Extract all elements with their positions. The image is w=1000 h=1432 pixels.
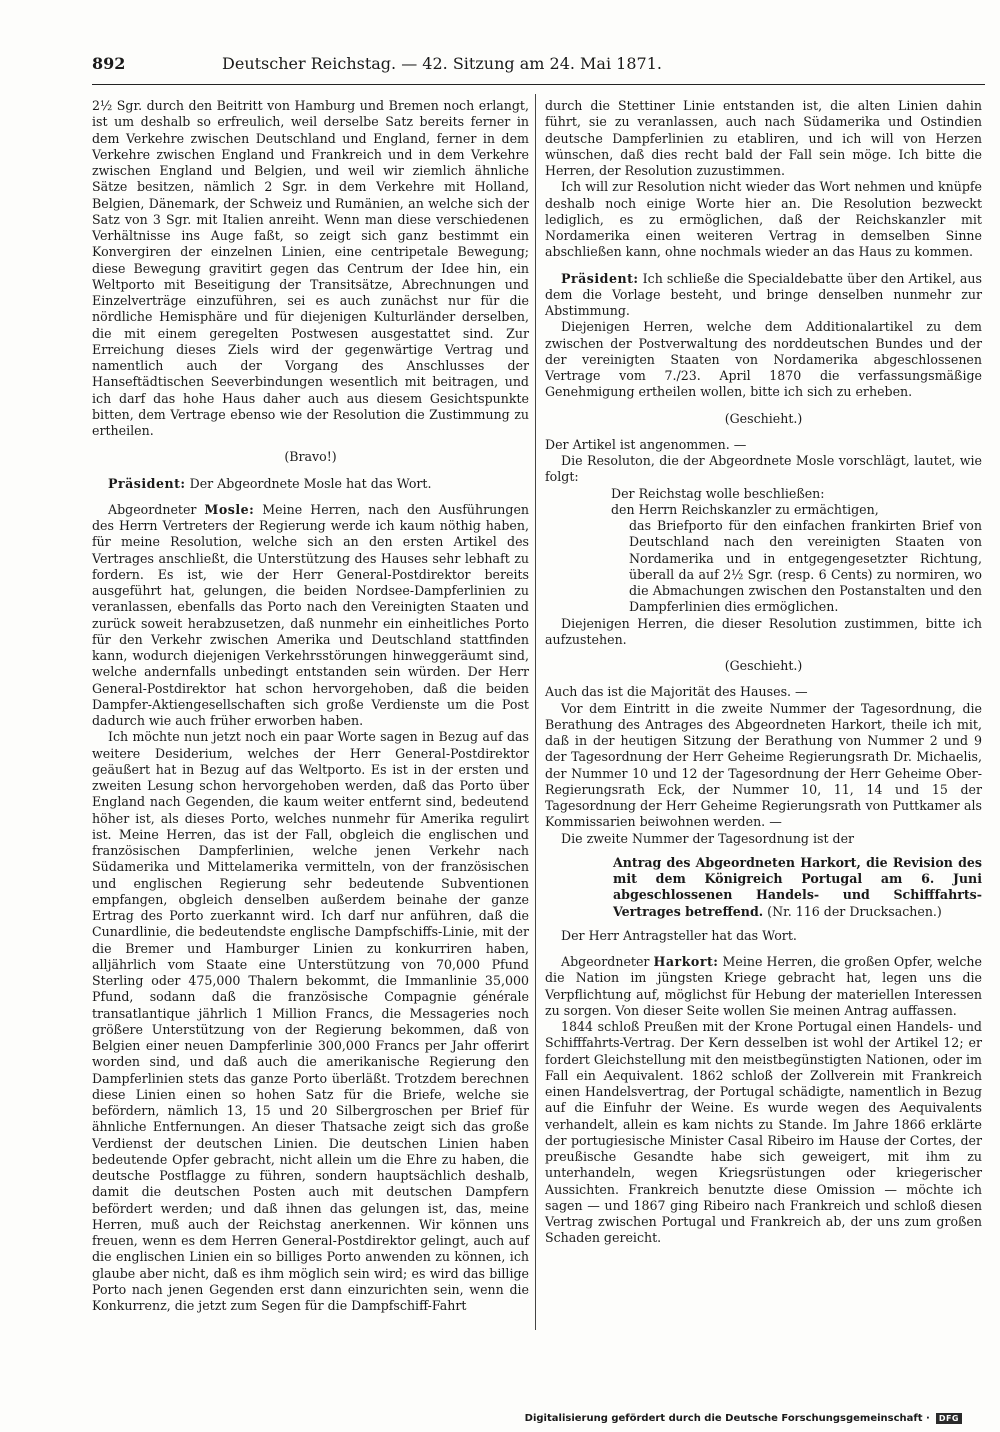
footer-credit (525, 1413, 962, 1424)
speaker-name: Präsident: (108, 475, 186, 491)
stage-note: (Geschieht.) (724, 658, 803, 673)
president-statement (92, 476, 529, 492)
paragraph: Die Resoluton, die der Abgeordnete Mosle vorschlägt, lautet, wie folgt: (545, 453, 982, 485)
statement-text: Ich schließe die Specialdebatte über den Artikel, aus dem die Vorlage besteht, und bringe denselben nunmehr zur Abstimmung. (545, 270, 982, 318)
statement-text: Der Abgeordnete Mosle hat das Wort. (185, 475, 432, 491)
stage-note: (Geschieht.) (724, 410, 803, 426)
resolution-text: das Briefporto für den einfachen frankirten Brief von Deutschland nach den vereinigten Staaten von Nordamerika und in entgegengesetzter Richtung, überall da auf 2½ Sgr. (resp. 6 Cents) zu normiren, wo die Abmachungen zwischen den Postanstalten und den Dampferlinien dies ermöglichen. (629, 518, 982, 615)
right-column (545, 98, 982, 1247)
dfg-logo: DFG (936, 1413, 962, 1424)
paragraph: 1844 schloß Preußen mit der Krone Portugal einen Handels- und Schifffahrts-Vertrag. Der Kern desselben ist wohl der Artikel 12; er fordert Gleichstellung mit den meistbegünstigten Nationen, oder im Fall ein Aequivalent. 1862 schloß der Zollverein mit Frankreich einen Handelsvertrag, der Portugal schädigte, namentlich in Bezug auf die Einfuhr der Weine. Es wurde wegen des Aequivalents verhandelt, allein es kam nichts zu Stande. Im Jahre 1866 erklärte der portugiesische Minister Casal Ribeiro im Hause der Cortes, der preußische Gesandte habe sich geweigert, mit ihm zu unterhandeln, wegen Kriegsrüstungen oder kriegerischer Aussichten. Frankreich benutzte diese Omission — möchte ich sagen — und 1867 ging Ribeiro nach Frankreich und schloß diesen Vertrag zwischen Portugal und Frankreich ab, der uns zum großen Schaden gereicht. (545, 1019, 982, 1246)
running-title: Deutscher Reichstag. — 42. Sitzung am 24. Mai 1871. (222, 54, 662, 73)
motion-reference: (Nr. 116 der Drucksachen.) (763, 903, 942, 919)
speech-text: Meine Herren, die großen Opfer, welche die Nation im jüngsten Kriege gebracht hat, legen uns die Verpflichtung auf, möglichst für Hebung der materiellen Interessen zu sorgen. Von dieser Seite wollen Sie meinen Antrag auffassen. (545, 954, 982, 1018)
footer-text: Digitalisierung gefördert durch die Deutsche Forschungsgemeinschaft · (524, 1413, 930, 1424)
resolution-line: den Herrn Reichskanzler zu ermächtigen, (611, 501, 879, 517)
paragraph: 2½ Sgr. durch den Beitritt von Hamburg und Bremen noch erlangt, ist um deshalb so erfreulich, weil derselbe Satz bereits ferner in dem Verkehre zwischen Deutschland und England, ferner in dem Verkehre zwischen England und Frankreich und in dem Verkehre zwischen England und Belgien, und weil wir ziemlich ähnliche Sätze besitzen, nämlich 2 Sgr. in dem Verkehre mit Holland, Belgien, Dänemark, der Schweiz und Rumänien, an welche sich der Satz von 3 Sgr. mit Italien anreiht. Wenn man diese verschiedenen Verhältnisse ins Auge faßt, so zeigt sich ganz bestimmt ein Konvergiren der einzelnen Linien, eine centripetale Bewegung; diese Bewegung gravitirt gegen das Centrum der Idee hin, ein Weltporto mit Beseitigung der Transitsätze, Abrechnungen und Einzelverträge einzuführen, sei es auch zunächst nur für die nördliche Hemisphäre und für diejenigen Kulturländer derselben, die mit einem geregelten Postwesen ausgestattet sind. Zur Erreichung dieses Ziels wird der gegenwärtige Vertrag und namentlich auch der Vorgang des Anschlusses der Hanseftädtischen Seeverbindungen wesentlich mit beitragen, und ich darf das hohe Haus daher auch aus diesem Gesichtspunkte bitten, dem Vertrage ebenso wie der Resolution die Zustimmung zu ertheilen. (92, 98, 529, 438)
applause-note: (Bravo!) (284, 449, 337, 465)
speaker-name: Präsident: (561, 270, 639, 286)
paragraph: Der Herr Antragsteller hat das Wort. (561, 927, 797, 943)
paragraph: Vor dem Eintritt in die zweite Nummer der Tagesordnung, die Berathung des Antrages des Abgeordneten Harkort, theile ich mit, daß in der heutigen Sitzung der Berathung von Nummer 2 und 9 der Tagesordnung der Herr Geheime Regierungsrath Dr. Michaelis, der Nummer 10 und 12 der Tagesordnung der Herr Geheime Ober-Regierungsrath Eck, der Nummer 10, 11, 14 und 15 der Tagesordnung der Herr Geheime Regierungsrath von Puttkamer als Kommissarien beiwohnen werden. — (545, 700, 982, 830)
paragraph: Diejenigen Herren, die dieser Resolution zustimmen, bitte ich aufzustehen. (545, 615, 982, 647)
paragraph: Auch das ist die Majorität des Hauses. — (545, 684, 808, 700)
left-column (92, 98, 529, 1314)
speech-text: Meine Herren, nach den Ausführungen des Herrn Vertreters der Regierung werde ich kaum nöthig haben, für meine Resolution, welche sich an den ersten Artikel des Vertrages anschließt, die Unterstützung des Hauses sehr lebhaft zu fordern. Es ist, wie der Herr General-Postdirektor bereits ausgeführt hat, gelungen, die beiden Nordsee-Dampferlinien zu veranlassen, ebenfalls das Porto nach den Vereinigten Staaten und zurück soweit herabzusetzen, daß nunmehr ein einheitliches Porto für den Verkehr zwischen Amerika und Deutschland stattfinden kann, wodurch diejenigen Verkehrsstörungen hinweggeräumt sind, welche andernfalls unbedingt entstanden sein würden. Der Herr General-Postdirektor hat schon hervorgehoben, daß die beiden Dampfer-Aktiengesellschaften sich große Verdienste um die Post dadurch wie auch früher erworben haben. (92, 501, 530, 728)
paragraph: Die zweite Nummer der Tagesordnung ist der (561, 830, 855, 846)
speech-mosle (92, 502, 529, 730)
page-number: 892 (92, 54, 126, 73)
resolution-line: Der Reichstag wolle beschließen: (611, 485, 825, 501)
paragraph: Ich will zur Resolution nicht wieder das Wort nehmen und knüpfe deshalb noch einige Worte hier an. Die Resolution bezweckt lediglich, es zu ermöglichen, daß der Reichskanzler mit Nordamerika einen weiteren Vertrag in demselben Sinne abschließen kann, ohne nochmals wieder an das Haus zu kommen. (545, 179, 982, 260)
header-rule (92, 84, 985, 85)
speaker-name: Mosle: (204, 501, 255, 517)
speaker-prefix: Abgeordneter (108, 501, 205, 517)
page-header (92, 54, 732, 73)
motion-heading: Antrag des Abgeordneten Harkort, die Revision des mit dem Königreich Portugal am 6. Juni abgeschlossenen Handels- und Schifffahrts-Vertrages betreffend. (613, 854, 982, 919)
paragraph: Diejenigen Herren, welche dem Additionalartikel zu dem zwischen der Postverwaltung des norddeutschen Bundes und der der vereinigten Staaten von Nordamerika abgeschlossenen Vertrage vom 7./23. April 1870 die verfassungsmäßige Genehmigung ertheilen wollen, bitte ich sich zu erheben. (545, 319, 982, 400)
paragraph: Ich möchte nun jetzt noch ein paar Worte sagen in Bezug auf das weitere Desiderium, welches der Herr General-Postdirektor geäußert hat in Bezug auf das Weltporto. Es ist in der ersten und zweiten Lesung schon hervorgehoben werden, daß das Porto über England nach Gegenden, die kaum weiter entfernt sind, bedeutend höher ist, als dieses Porto, welches nunmehr für Amerika regulirt ist. Meine Herren, das ist der Fall, obgleich die englischen und französischen Dampferlinien, welche jenen Verkehr nach Südamerika und Mittelamerika vermitteln, von der französischen und englischen Regierung sehr bedeutende Subventionen empfangen, obgleich denselben außerdem beinahe der ganze Ertrag des Porto zuerkannt wird. Ich darf nur anführen, daß die Cunardlinie, die bedeutendste englische Dampfschiffs-Linie, mit der die Bremer und Hamburger Linien zu konkurriren haben, alljährlich vom Staate eine Unterstützung von 70,000 Pfund Sterling oder 475,000 Thalern bekommt, die Immanlinie 35,000 Pfund, sodann daß die französische Compagnie générale transatlantique jährlich 1 Million Francs, die Messageries noch größere Unterstützung von der Regierung bekommen, daß von Belgien einer neuen Dampferlinie 300,000 Francs per Jahr offerirt worden sind, und daß auch die amerikanische Regierung den Dampferlinien stets das ganze Porto überläßt. Trotzdem berechnen diese Linien einen so hohen Satz für die Briefe, welche sie befördern, nämlich 13, 15 und 20 Silbergroschen per Brief für ähnliche Entfernungen. An dieser Thatsache zeigt sich das große Verdienst der deutschen Linien. Die deutschen Linien haben bedeutende Opfer gebracht, nicht allein um die Ehre zu haben, die deutsche Postflagge zu führen, sondern hauptsächlich deshalb, damit die deutschen Posten auch mit deutschen Dampfern befördert werden; und daß ihnen das gelungen ist, das, meine Herren, muß auch der Reichstag anerkennen. Wir können uns freuen, wenn es dem Herren General-Postdirektor gelingt, auch auf die englischen Linien ein so billiges Porto anwenden zu können, ich glaube aber nicht, daß es ihm möglich sein wird; es wird das billige Porto nach jenen Gegenden erst dann einzurichten sein, wenn die Konkurrenz, die jetzt zum Segen für die Dampfschiff-Fahrt (92, 729, 529, 1313)
president-statement (545, 271, 982, 320)
column-divider (535, 94, 536, 1330)
paragraph: durch die Stettiner Linie entstanden ist, die alten Linien dahin führt, sie zu veranlassen, auch nach Südamerika und Ostindien deutsche Dampferlinien zu etabliren, und ich will von Herzen wünschen, daß dies recht bald der Fall sein möge. Ich bitte die Herren, der Resolution zuzustimmen. (545, 98, 982, 178)
speaker-name: Harkort: (653, 954, 719, 969)
paragraph: Der Artikel ist angenommen. — (545, 436, 747, 452)
speaker-prefix: Abgeordneter (561, 954, 654, 969)
speech-harkort (545, 954, 982, 1019)
motion-title (545, 855, 982, 920)
